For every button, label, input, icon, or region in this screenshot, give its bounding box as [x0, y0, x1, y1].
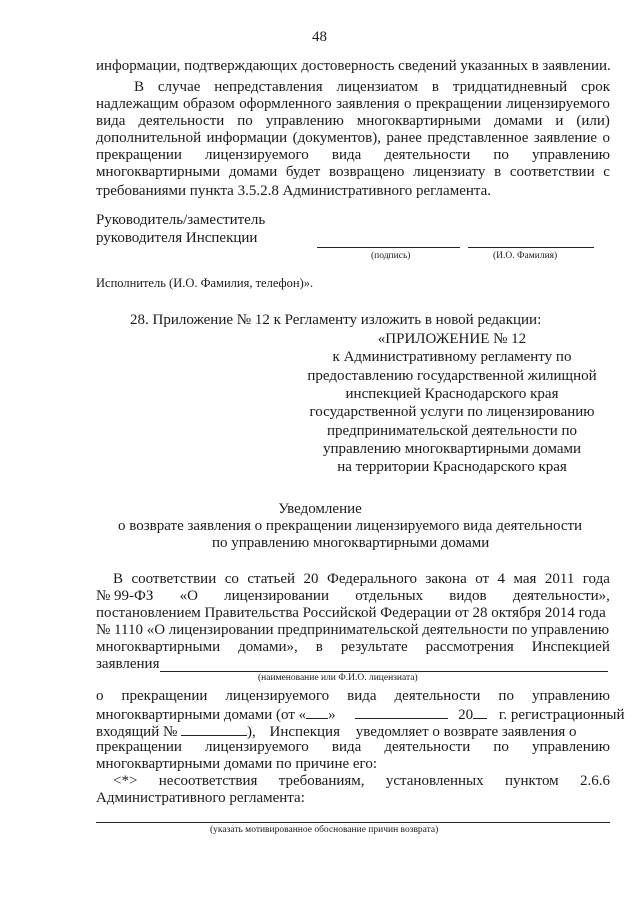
- word: рассмотрения: [425, 639, 514, 655]
- word: прекращении: [96, 739, 182, 755]
- date-prefix: многоквартирными домами (от «: [96, 707, 307, 723]
- incoming-close: ),: [247, 724, 256, 740]
- notice-title: Уведомление: [278, 501, 362, 517]
- body-line-6-label: заявления: [96, 656, 160, 672]
- signature-title-1: Руководитель/заместитель: [96, 212, 266, 228]
- word: деятельности: [384, 739, 471, 755]
- appendix-line: предпринимательской деятельности по: [326, 422, 578, 439]
- word: лицензиатом: [336, 79, 419, 95]
- word: многоквартирными: [96, 164, 221, 180]
- word: многоквартирными: [96, 639, 221, 655]
- intro-last-line: требованиями пункта 3.5.2.8 Административного регламента.: [96, 183, 492, 199]
- notifies-text: уведомляет о возврате заявления о: [355, 724, 577, 740]
- body-line-4: № 1110 «О лицензировании предпринимательской деятельности по управлению: [96, 622, 610, 638]
- intro-paragraph-line: [96, 147, 610, 164]
- page-number: 48: [312, 29, 327, 45]
- word: лицензиату: [413, 164, 486, 180]
- intro-paragraph-line: [96, 96, 610, 113]
- word: статьей: [247, 571, 296, 587]
- word: (документов),: [292, 130, 381, 146]
- word: домами»,: [238, 639, 298, 655]
- word: мая: [513, 571, 537, 587]
- word: прекращении: [121, 688, 208, 704]
- reason-caption: (указать мотивированное обоснование причин возврата): [210, 825, 439, 835]
- word: надлежащим: [96, 96, 179, 112]
- word: по: [493, 739, 509, 755]
- word: заявление: [533, 130, 598, 146]
- word: будет: [285, 164, 321, 180]
- word: управлению: [532, 739, 610, 755]
- word: В: [113, 571, 124, 587]
- word: домами: [228, 164, 278, 180]
- word: деятельности: [384, 147, 471, 163]
- word: оформленного: [239, 96, 332, 112]
- incoming-label: входящий №: [96, 724, 178, 740]
- word: 2011: [544, 571, 575, 587]
- word: по: [498, 688, 514, 704]
- appendix-line: к Административному регламенту по: [332, 349, 572, 366]
- word: соответствии: [509, 164, 595, 180]
- intro-line-0: информации, подтверждающих достоверность сведений указанных в заявлении.: [96, 58, 611, 74]
- appendix-line: предоставлению государственной жилищной: [307, 367, 597, 384]
- word: представленное: [427, 130, 529, 146]
- word: года: [582, 571, 610, 587]
- word: деятельности: [138, 113, 225, 129]
- word: многоквартирными: [356, 113, 481, 129]
- word: дополнительной: [96, 130, 202, 146]
- word: срок: [581, 79, 610, 95]
- word: отдельных: [355, 588, 424, 604]
- word: прекращении: [415, 96, 502, 112]
- word: «О: [179, 588, 198, 604]
- word: 2.6.6: [580, 773, 610, 789]
- word: по: [493, 147, 509, 163]
- word: о: [403, 96, 412, 112]
- word: о: [96, 688, 104, 704]
- word: 20: [303, 571, 319, 587]
- word: управлению: [531, 688, 610, 704]
- word: прекращении: [96, 147, 182, 163]
- word: деятельности: [394, 688, 481, 704]
- name-caption: (И.О. Фамилия): [493, 251, 558, 261]
- word: заявления: [336, 96, 400, 112]
- word: 4: [497, 571, 506, 587]
- word: пунктом: [504, 773, 559, 789]
- word: несоответствия: [158, 773, 258, 789]
- word: в: [494, 164, 502, 180]
- body-line-12: [113, 773, 610, 790]
- word: деятельности»,: [512, 588, 610, 604]
- intro-paragraph-line: [96, 164, 610, 181]
- word: закона: [425, 571, 467, 587]
- intro-paragraph-line: [134, 79, 610, 96]
- inspection-word: Инспекция: [269, 724, 340, 740]
- word: лицензируемого: [205, 739, 309, 755]
- word: лицензировании: [224, 588, 329, 604]
- day-field[interactable]: [306, 705, 328, 719]
- notice-subtitle-2: по управлению многоквартирными домами: [212, 535, 490, 551]
- appendix-line: на территории Краснодарского края: [337, 459, 567, 476]
- word: результате: [340, 639, 408, 655]
- word: о: [602, 130, 610, 146]
- word: В: [134, 79, 145, 95]
- intro-paragraph-line: [96, 113, 610, 130]
- body-line-5: [96, 639, 610, 656]
- word: непредставления: [214, 79, 323, 95]
- word: вида: [347, 688, 377, 704]
- reason-field[interactable]: [96, 822, 610, 823]
- word: № 99-ФЗ: [96, 588, 154, 604]
- word: ранее: [386, 130, 422, 146]
- word: Федерального: [326, 571, 417, 587]
- body-line-2: [96, 588, 610, 605]
- word: и: [555, 113, 564, 129]
- word: Инспекцией: [531, 639, 610, 655]
- licensee-name-field[interactable]: [160, 671, 608, 672]
- word: от: [475, 571, 490, 587]
- signature-caption: (подпись): [371, 251, 411, 261]
- reg-label: г. регистрационный: [498, 707, 625, 723]
- word: лицензируемого: [205, 147, 309, 163]
- word: (или): [576, 113, 610, 129]
- word: управлению: [265, 113, 344, 129]
- word: в: [315, 639, 323, 655]
- word: лицензируемого: [225, 688, 330, 704]
- body-line-13: Административного регламента:: [96, 790, 305, 806]
- word: управлению: [532, 147, 610, 163]
- signature-title-2: руководителя Инспекции: [96, 230, 258, 246]
- word: вида: [331, 739, 362, 755]
- signature-line[interactable]: [317, 247, 460, 248]
- appendix-line: инспекцией Краснодарского края: [345, 385, 559, 402]
- body-line-11: многоквартирными домами по причине его:: [96, 756, 377, 772]
- body-line-7: [96, 688, 610, 705]
- word: со: [224, 571, 239, 587]
- body-line-3: постановлением Правительства Российской Федерации от 28 октября 2014 года: [96, 605, 606, 621]
- word: возвращено: [329, 164, 405, 180]
- date-quote: »: [328, 707, 336, 723]
- incoming-number-field[interactable]: [181, 722, 247, 736]
- appendix-line: «ПРИЛОЖЕНИЕ № 12: [377, 331, 527, 347]
- body-line-1: [113, 571, 610, 588]
- word: по: [237, 113, 253, 129]
- month-field[interactable]: [355, 705, 448, 719]
- year-field[interactable]: [473, 705, 487, 719]
- word: <*>: [113, 773, 138, 789]
- word: установленных: [385, 773, 484, 789]
- notice-subtitle-1: о возврате заявления о прекращении лицензируемого вида деятельности: [118, 518, 583, 534]
- word: в: [431, 79, 439, 95]
- word: лицензируемого: [506, 96, 610, 112]
- word: тридцатидневный: [452, 79, 568, 95]
- appendix-line: управлению многоквартирными домами: [322, 440, 582, 457]
- word: соответствии: [131, 571, 217, 587]
- name-line[interactable]: [468, 247, 594, 248]
- word: вида: [96, 113, 126, 129]
- body-line-10: [96, 739, 610, 756]
- intro-paragraph-line: [96, 130, 610, 147]
- word: видов: [449, 588, 487, 604]
- year-prefix: 20: [458, 707, 474, 723]
- word: требованиям,: [278, 773, 365, 789]
- word: с: [603, 164, 610, 180]
- word: домами: [493, 113, 543, 129]
- section-28: 28. Приложение № 12 к Регламенту изложить в новой редакции:: [130, 312, 542, 328]
- appendix-line: государственной услуги по лицензированию: [309, 404, 595, 421]
- word: случае: [157, 79, 201, 95]
- word: информации: [206, 130, 288, 146]
- executor-line: Исполнитель (И.О. Фамилия, телефон)».: [96, 276, 314, 290]
- word: образом: [182, 96, 235, 112]
- word: вида: [331, 147, 362, 163]
- licensee-caption: (наименование или Ф.И.О. лицензиата): [258, 673, 418, 683]
